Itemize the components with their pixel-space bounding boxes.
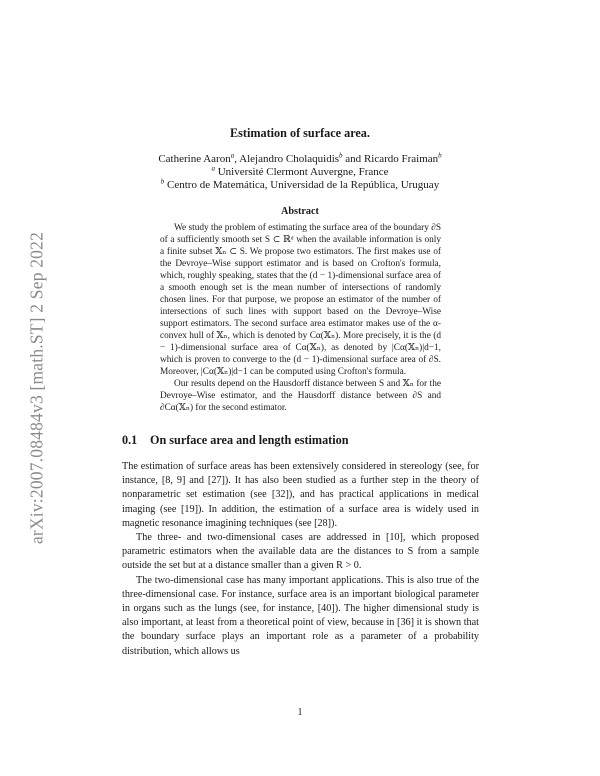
abstract xyxy=(160,222,441,414)
author-list xyxy=(0,153,600,166)
author-name: Catherine Aaron xyxy=(158,153,231,165)
section-heading xyxy=(122,433,349,448)
abstract-paragraph: We study the problem of estimating the surface area of the boundary ∂S of a sufficiently smooth set S ⊂ ℝᵈ when the available information is only a finite subset 𝕏ₙ ⊂ S. We propose two estimators. The first makes use of the Devroye–Wise support estimator and is based on Crofton's formula, which, roughly speaking, states that the (d − 1)-dimensional surface area of a smooth enough set is the mean number of intersections of randomly chosen lines. For that purpose, we propose an estimator of the number of intersections of such lines with support based on the Devroye–Wise support estimators. The second surface area estimator makes use of the α-convex hull of 𝕏ₙ, which is denoted by Cα(𝕏ₙ). More precisely, it is the (d − 1)-dimensional surface area of Cα(𝕏ₙ), as denoted by |Cα(𝕏ₙ)|d−1, which is proven to converge to the (d − 1)-dimensional surface area of ∂S. Moreover, |Cα(𝕏ₙ)|d−1 can be computed using Crofton's formula. xyxy=(160,223,441,377)
author-separator: and xyxy=(342,153,364,165)
section-title: On surface area and length estimation xyxy=(150,433,349,447)
paper-title: Estimation of surface area. xyxy=(230,126,370,140)
page-number: 1 xyxy=(297,707,303,718)
affiliation-text: Université Clermont Auvergne, France xyxy=(217,166,389,178)
affiliation xyxy=(0,166,600,179)
author-name: Ricardo Fraiman xyxy=(363,153,439,165)
author-mark: b xyxy=(438,151,442,160)
affiliation-mark: b xyxy=(160,177,165,186)
arxiv-stamp xyxy=(22,200,52,576)
body-text xyxy=(122,460,479,659)
author-name: Alejandro Cholaquidis xyxy=(239,153,340,165)
affiliation-mark: a xyxy=(211,164,215,173)
affiliation xyxy=(0,179,600,192)
author-separator: , xyxy=(234,153,240,165)
body-paragraph: The two-dimensional case has many important applications. This is also true of the three-dimensional case. For instance, surface area is an important biological parameter in organs such as the lungs (see, for instance, [40]). The higher dimensional study is also important, at least from a theoretical point of view, because in [36] it is shown that the boundary surface plays an important role as a parameter of a probability distribution, which allows us xyxy=(122,574,479,657)
arxiv-stamp-text: arXiv:2007.08484v3 [math.ST] 2 Sep 2022 xyxy=(26,231,47,545)
abstract-heading: Abstract xyxy=(281,206,319,217)
section-number: 0.1 xyxy=(122,433,138,447)
body-paragraph: The three- and two-dimensional cases are addressed in [10], which proposed parametric estimators when the available data are the distances to S from a sample outside the set but at a distance smaller than a given R > 0. xyxy=(122,532,479,572)
author-mark: b xyxy=(339,151,343,160)
affiliation-text: Centro de Matemática, Universidad de la República, Uruguay xyxy=(167,179,440,191)
abstract-paragraph: Our results depend on the Hausdorff distance between S and 𝕏ₙ for the Devroye–Wise estimator, and the Hausdorff distance between ∂S and ∂Cα(𝕏ₙ) for the second estimator. xyxy=(160,379,441,413)
body-paragraph: The estimation of surface areas has been extensively considered in stereology (see, for instance, [8, 9] and [27]). It has also been studied as a further step in the theory of nonparametric set estimation (see [32]), and has practical applications in medical imaging (see [19]). In addition, the estimation of a surface area is widely used in magnetic resonance imagining techniques (see [28]). xyxy=(122,461,479,529)
author-mark: a xyxy=(230,151,235,160)
